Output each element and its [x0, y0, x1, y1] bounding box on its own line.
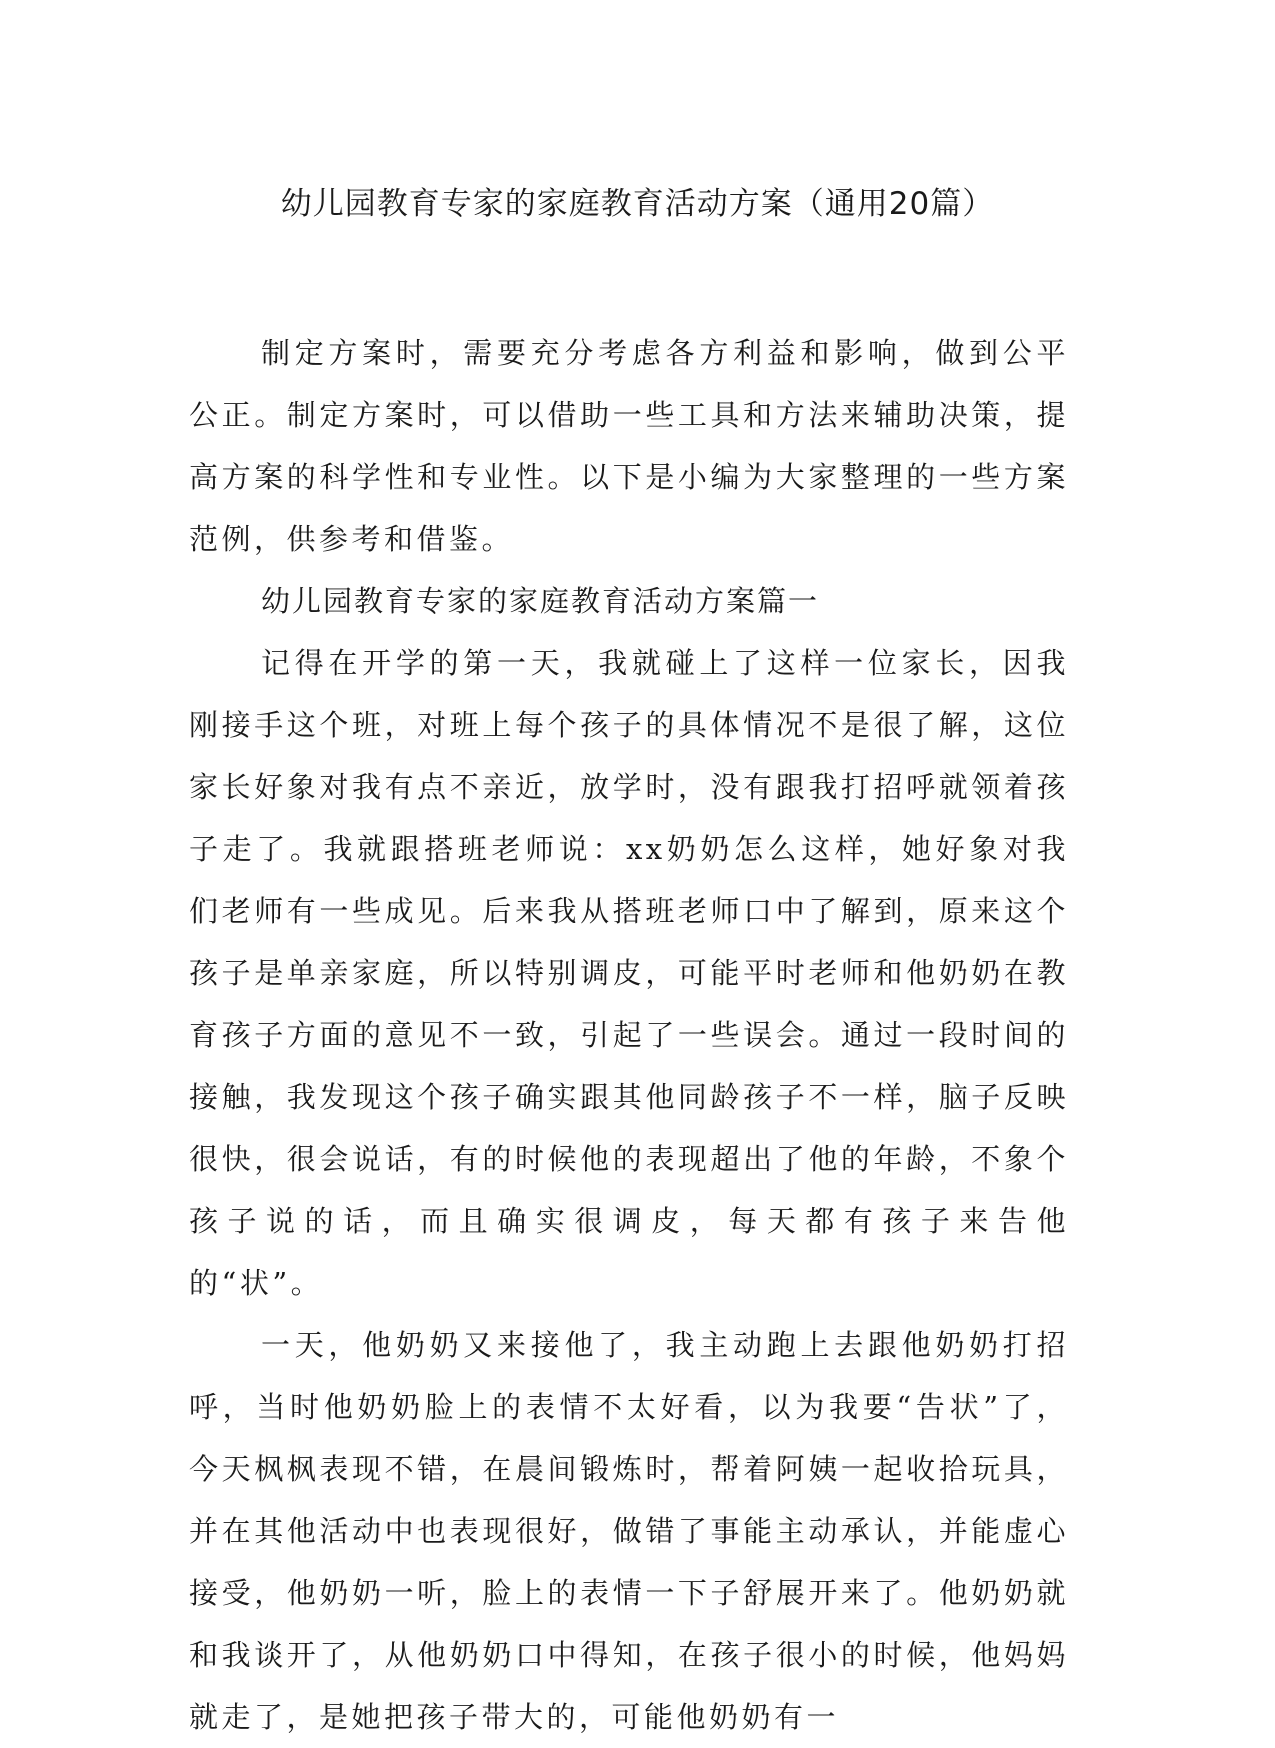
intro-paragraph: 制定方案时，需要充分考虑各方利益和影响，做到公平公正。制定方案时，可以借助一些工具和方法来辅助决策，提高方案的科学性和专业性。以下是小编为大家整理的一些方案范例，供参考和借鉴。	[189, 336, 1069, 556]
document-title: 幼儿园教育专家的家庭教育活动方案（通用20篇）	[280, 186, 995, 222]
body-paragraph: 记得在开学的第一天，我就碰上了这样一位家长，因我刚接手这个班，对班上每个孩子的具体情况不是很了解，这位家长好象对我有点不亲近，放学时，没有跟我打招呼就领着孩子走了。我就跟搭班老师说：xx奶奶怎么这样，她好象对我们老师有一些成见。后来我从搭班老师口中了解到，原来这个孩子是单亲家庭，所以特别调皮，可能平时老师和他奶奶在教育孩子方面的意见不一致，引起了一些误会。通过一段时间的接触，我发现这个孩子确实跟其他同龄孩子不一样，脑子反映很快，很会说话，有的时候他的表现超出了他的年龄，不象个孩子说的话，而且确实很调皮，每天都有孩子来告他的“状”。	[189, 646, 1069, 1300]
document-body	[189, 322, 1069, 1748]
body-paragraph: 一天，他奶奶又来接他了，我主动跑上去跟他奶奶打招呼，当时他奶奶脸上的表情不太好看，以为我要“告状”了，今天枫枫表现不错，在晨间锻炼时，帮着阿姨一起收拾玩具，并在其他活动中也表现很好，做错了事能主动承认，并能虚心接受，他奶奶一听，脸上的表情一下子舒展开来了。他奶奶就和我谈开了，从他奶奶口中得知，在孩子很小的时候，他妈妈就走了，是她把孩子带大的，可能他奶奶有一	[189, 1328, 1069, 1734]
section-heading: 幼儿园教育专家的家庭教育活动方案篇一	[261, 584, 820, 618]
